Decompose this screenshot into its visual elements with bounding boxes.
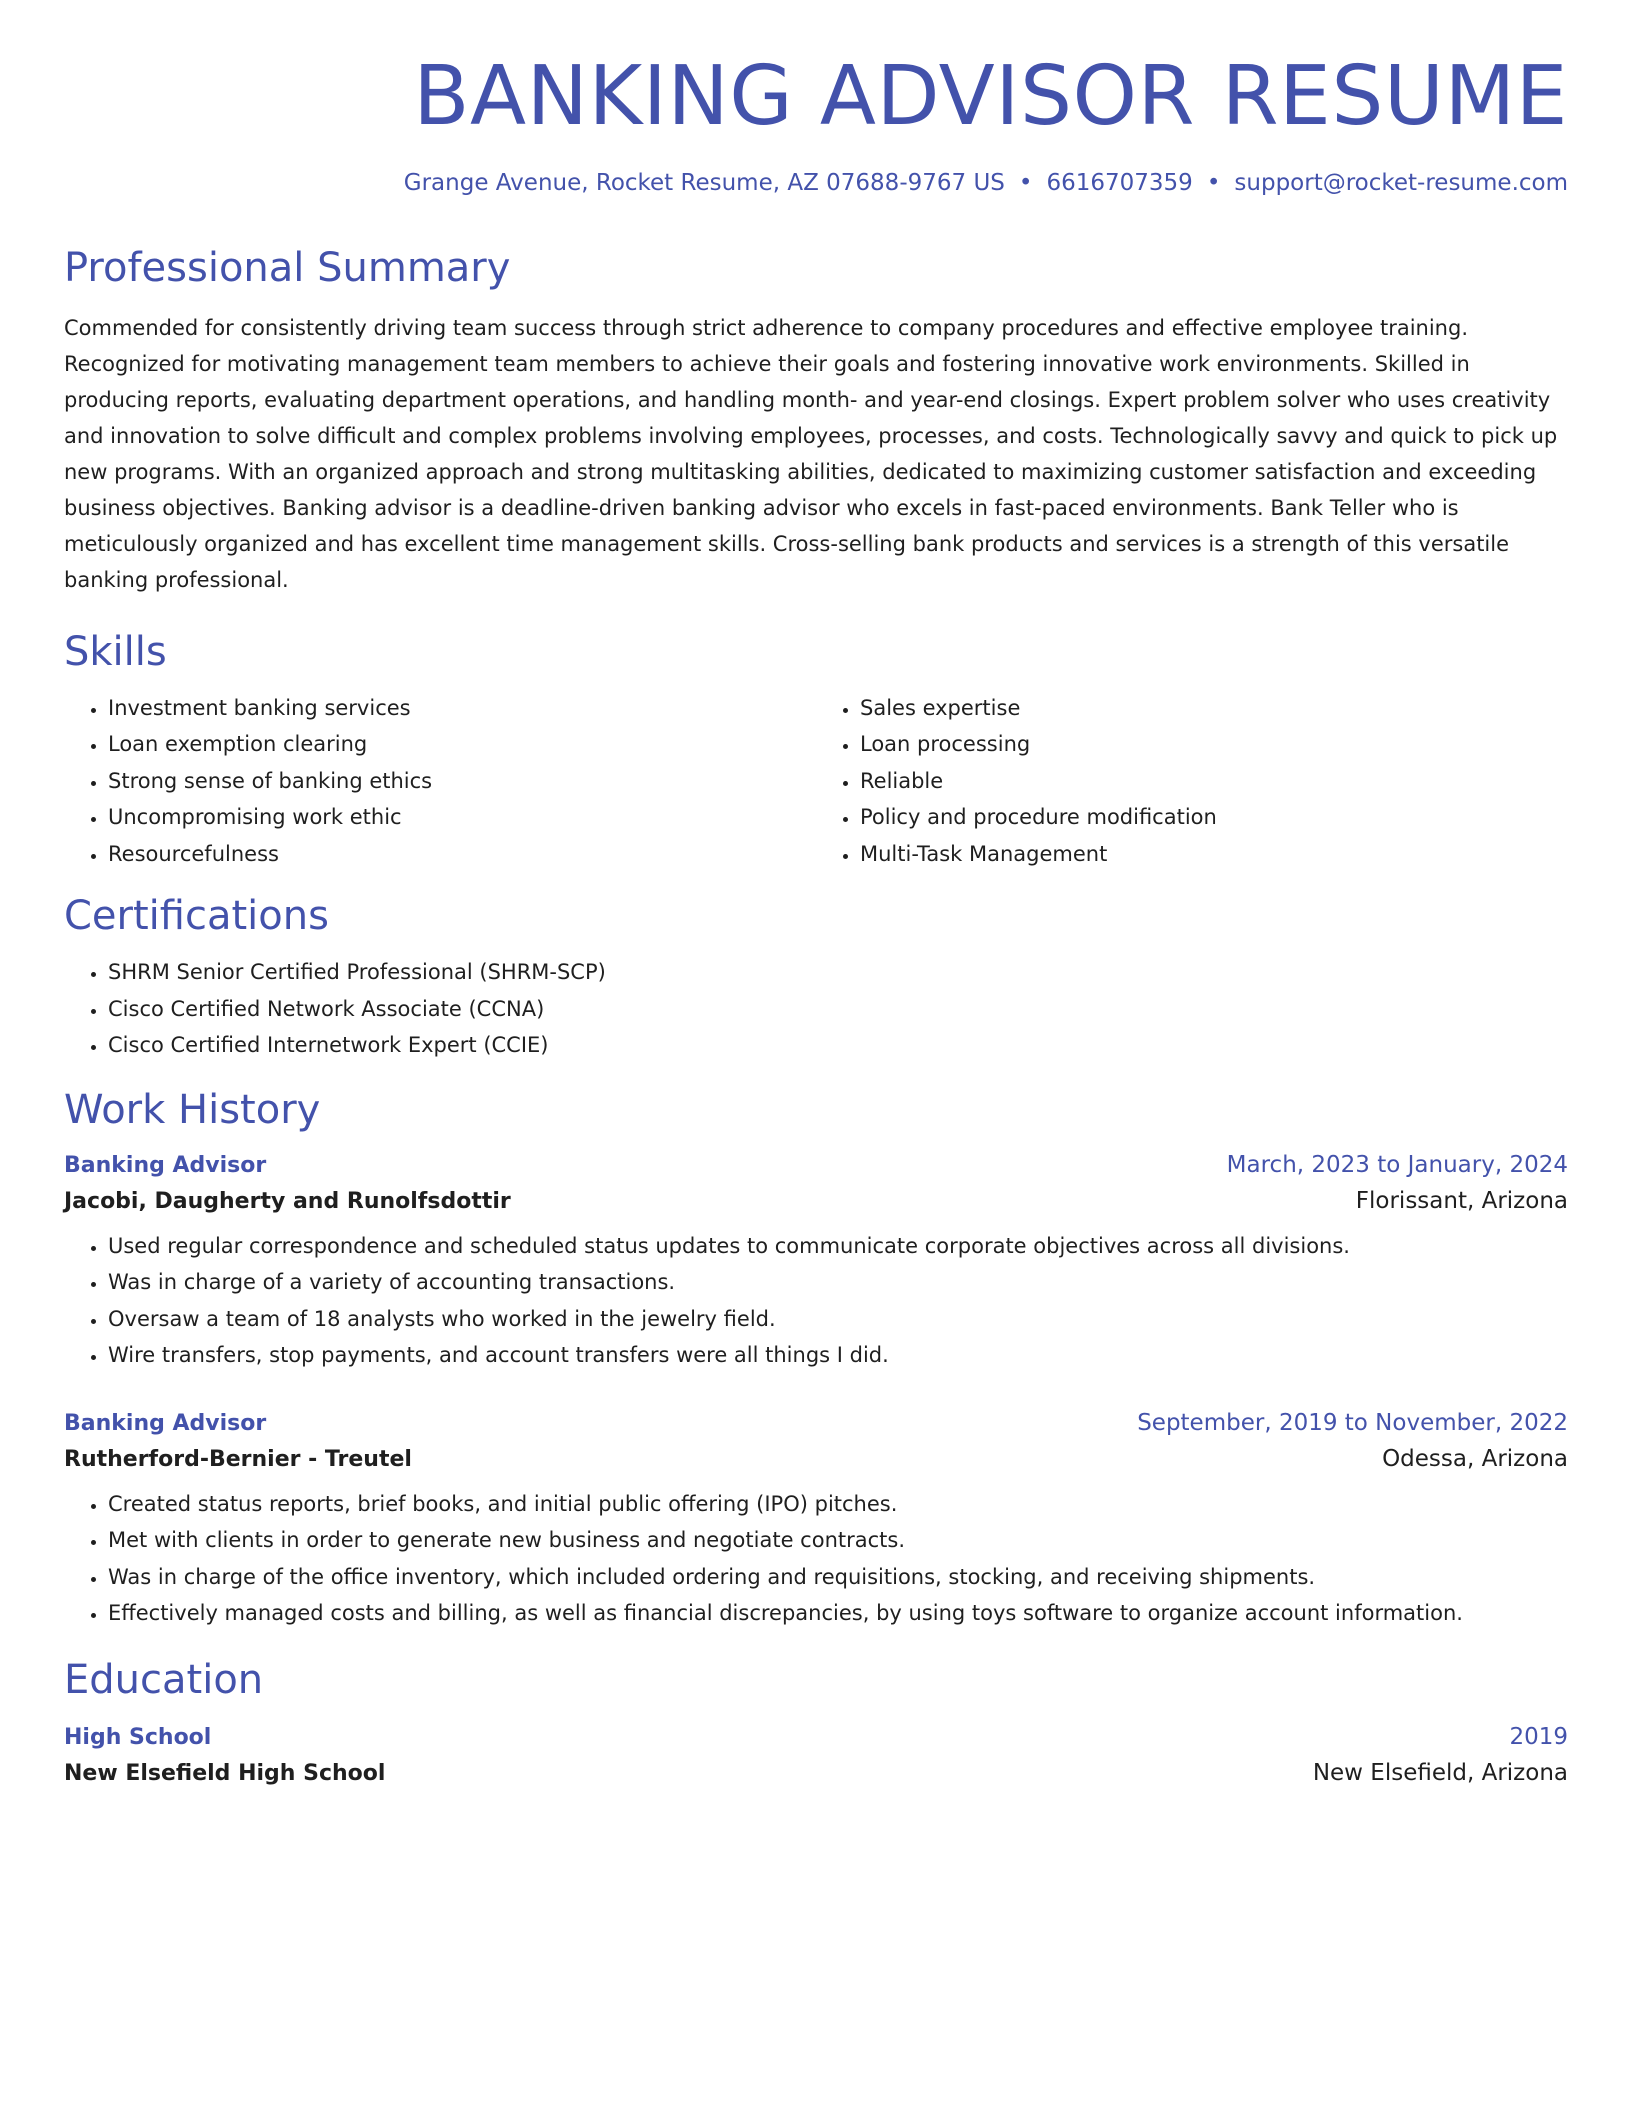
skills-grid [64,690,1568,873]
job-employer-row [64,1446,1568,1472]
education-degree: High School [64,1724,212,1750]
education-heading: Education [64,1656,264,1703]
job-duties-list [64,1486,1568,1632]
skill-item: • Policy and procedure modification [860,799,1568,836]
summary-text: Commended for consistently driving team success through strict adherence to company procedures and effective employee training. Recognized for motivating management team members to achieve their goals and fostering innovative work environments. Skilled in producing reports, evaluating department operations, and handling month- and year-end closings. Expert problem solver who uses creativity and innovation to solve difficult and complex problems involving employees, processes, and costs. Technologically savvy and quick to pick up new programs. With an organized approach and strong multitasking abilities, dedicated to maximizing customer satisfaction and exceeding business objectives. Banking advisor is a deadline-driven banking advisor who excels in fast-paced environments. Bank Teller who is meticulously organized and has excellent time management skills. Cross-selling bank products and services is a strength of this versatile banking professional. [64,315,1558,592]
job-header-row [64,1152,1568,1178]
certification-item: • Cisco Certified Network Associate (CCNA) [108,991,1568,1028]
job-dates: March, 2023 to January, 2024 [1226,1151,1568,1178]
summary-heading: Professional Summary [64,244,511,291]
education-year: 2019 [1509,1723,1568,1750]
job-duty: • Created status reports, brief books, and initial public offering (IPO) pitches. [108,1486,1568,1523]
job-duty: • Met with clients in order to generate new business and negotiate contracts. [108,1522,1568,1559]
certifications-heading: Certifications [64,893,329,940]
skills-column-left [64,690,816,873]
job-entry [64,1152,1568,1374]
job-entry [64,1410,1568,1632]
skills-heading: Skills [64,628,167,675]
contact-phone: 6616707359 [1046,170,1193,197]
education-school-row [64,1760,1568,1786]
skills-column-right [816,690,1568,873]
job-duty: • Wire transfers, stop payments, and account transfers were all things I did. [108,1337,1568,1374]
certifications-list [64,954,1568,1064]
skills-list-left [64,690,816,873]
job-header-row [64,1410,1568,1436]
skill-item: • Reliable [860,763,1568,800]
contact-separator: • [1206,170,1221,197]
skill-item: • Strong sense of banking ethics [108,763,816,800]
education-entry [64,1724,1568,1786]
skill-item: • Investment banking services [108,690,816,727]
certification-item: • SHRM Senior Certified Professional (SHRM-SCP) [108,954,1568,991]
education-location: New Elsefield, Arizona [1312,1759,1568,1786]
job-dates: September, 2019 to November, 2022 [1137,1409,1568,1436]
skill-item: • Uncompromising work ethic [108,799,816,836]
skills-list-right [816,690,1568,873]
job-duty: • Was in charge of a variety of accounting transactions. [108,1264,1568,1301]
job-location: Florissant, Arizona [1355,1187,1568,1214]
job-duty: • Oversaw a team of 18 analysts who worked in the jewelry field. [108,1301,1568,1338]
skill-item: • Resourcefulness [108,836,816,873]
skill-item: • Sales expertise [860,690,1568,727]
resume-title: BANKING ADVISOR RESUME [413,49,1568,144]
contact-address: Grange Avenue, Rocket Resume, AZ 07688-9767 US [403,170,1005,197]
job-title: Banking Advisor [64,1410,267,1436]
job-duty: • Used regular correspondence and scheduled status updates to communicate corporate objectives across all divisions. [108,1228,1568,1265]
skill-item: • Multi-Task Management [860,836,1568,873]
education-school: New Elsefield High School [64,1760,386,1786]
certification-item: • Cisco Certified Internetwork Expert (CCIE) [108,1027,1568,1064]
job-employer-row [64,1188,1568,1214]
job-duties-list [64,1228,1568,1374]
job-duty: • Was in charge of the office inventory, which included ordering and requisitions, stocking, and receiving shipments. [108,1559,1568,1596]
contact-email[interactable]: support@rocket-resume.com [1234,170,1568,197]
education-header-row [64,1724,1568,1750]
job-employer: Jacobi, Daugherty and Runolfsdottir [64,1188,511,1214]
job-location: Odessa, Arizona [1382,1445,1568,1472]
work-history-heading: Work History [64,1086,321,1133]
job-duty: • Effectively managed costs and billing, as well as financial discrepancies, by using toys software to organize account information. [108,1595,1568,1632]
job-title: Banking Advisor [64,1152,267,1178]
contact-line [64,170,1568,198]
skill-item: • Loan exemption clearing [108,726,816,763]
job-employer: Rutherford-Bernier - Treutel [64,1446,412,1472]
skill-item: • Loan processing [860,726,1568,763]
contact-separator: • [1018,170,1033,197]
